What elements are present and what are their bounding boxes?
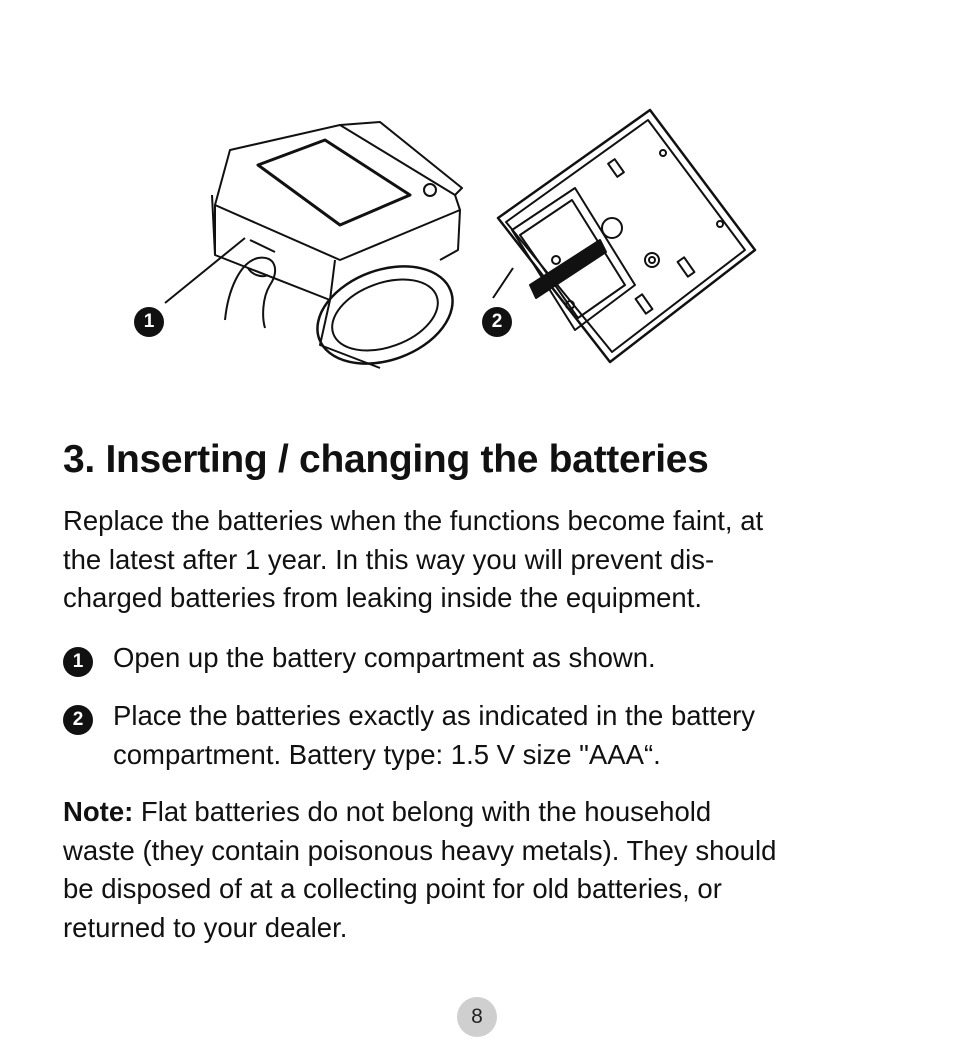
page-number: 8	[457, 997, 497, 1037]
step-2-number-badge: 2	[63, 705, 93, 735]
note-line-3: be disposed of at a collecting point for old batteries, or	[63, 873, 722, 904]
step-1-line-1: Open up the battery compartment as shown.	[113, 642, 656, 673]
step-2-line-2: compartment. Battery type: 1.5 V size "AAA“.	[113, 738, 661, 770]
note-line-4: returned to your dealer.	[63, 911, 348, 943]
device-cuff	[304, 249, 466, 381]
callout-2: 2	[482, 307, 512, 337]
note-label: Note:	[63, 796, 134, 827]
intro-line-1: Replace the batteries when the functions become faint, at	[63, 505, 764, 536]
battery-strap	[530, 240, 606, 298]
note-line-1: Flat batteries do not belong with the household	[133, 796, 712, 827]
device-back	[498, 110, 755, 362]
section-title: 3. Inserting / changing the batteries	[63, 438, 709, 481]
battery-illustration	[0, 0, 954, 400]
step-2-text	[113, 697, 903, 774]
device-drawing	[0, 0, 954, 400]
step-1-text	[113, 639, 903, 678]
intro-line-2: the latest after 1 year. In this way you will prevent dis-	[63, 543, 715, 575]
intro-paragraph	[63, 502, 903, 618]
step-1	[63, 639, 903, 678]
note-paragraph	[63, 793, 903, 947]
step-2	[63, 697, 903, 774]
note-line-2: waste (they contain poisonous heavy metals). They should	[63, 834, 777, 866]
step-2-line-1: Place the batteries exactly as indicated in the battery	[113, 700, 756, 731]
callout-1: 1	[134, 307, 164, 337]
intro-line-3: charged batteries from leaking inside the equipment.	[63, 582, 702, 613]
step-1-number-badge: 1	[63, 647, 93, 677]
